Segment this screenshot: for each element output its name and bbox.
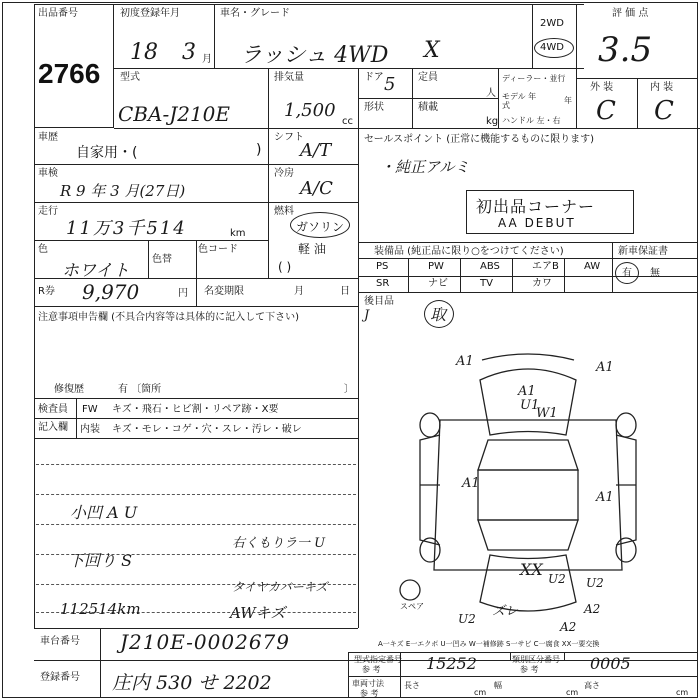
interior-row-label: 内装	[80, 424, 100, 435]
type-spec-ref: 参 考	[362, 665, 381, 674]
seat-label: 後目品	[364, 296, 394, 307]
damage-mark: A1	[456, 354, 474, 369]
equipment-item: ナビ	[428, 278, 448, 289]
fuel-label: 燃料	[274, 206, 294, 217]
equipment-grid	[358, 258, 612, 292]
damage-mark: U2	[458, 612, 476, 626]
seat-value: J	[364, 308, 370, 323]
fuel-gas-circle	[290, 212, 350, 238]
equipment-item: AW	[584, 261, 601, 272]
exterior-grade: C	[596, 96, 616, 126]
type-label: 型式	[120, 72, 140, 83]
drive-2wd: 2WD	[540, 18, 564, 29]
warranty-circle	[615, 262, 639, 284]
equipment-item: カワ	[532, 278, 552, 289]
plate-label: 登録番号	[40, 672, 80, 683]
selling-points-label: セールスポイント (正常に機能するものに限ります)	[364, 134, 595, 145]
capacity-unit: 人	[486, 88, 496, 99]
damage-mark: U2	[548, 572, 566, 586]
color-change-label: 色替	[152, 254, 172, 265]
load-unit: kg	[486, 116, 499, 127]
category-value: 0005	[590, 654, 631, 673]
damage-mark: A2	[560, 620, 577, 634]
stamp-line1: 初出品コーナー	[476, 197, 596, 216]
damage-mark: XX	[520, 560, 543, 579]
inspector-note: 右くもりラ一 U	[232, 536, 326, 551]
size-ref: 参 考	[360, 689, 379, 698]
interior-items: キズ・モレ・コゲ・穴・スレ・汚レ・破レ	[112, 424, 302, 435]
damage-mark: U2	[586, 576, 604, 590]
type-value: CBA-J210E	[118, 102, 230, 126]
fuel-light-oil: 軽 油	[298, 242, 326, 256]
ac-value: A/C	[300, 178, 333, 199]
handle-label: ハンドル 左・右	[502, 116, 561, 125]
warranty-label: 新車保証書	[618, 246, 668, 257]
seat-circle-ring	[424, 300, 454, 328]
height-unit: cm	[676, 688, 689, 697]
tax-period-month: 月	[294, 286, 304, 297]
damage-mark: A1	[596, 490, 614, 505]
fuel-paren: ( )	[278, 260, 292, 274]
inspector-label: 検査員	[38, 404, 68, 415]
fuel-gas: ガソリン	[296, 220, 345, 234]
mileage-unit: km	[230, 228, 246, 239]
rating-label: 評 価 点	[612, 8, 649, 19]
plate-value: 庄内 530 せ 2202	[112, 672, 272, 694]
stamp-line2: AA DEBUT	[498, 216, 576, 230]
first-reg-label: 初度登録年月	[120, 8, 180, 19]
type-spec-value: 15252	[426, 654, 477, 673]
category-ref: 参 考	[520, 665, 539, 674]
doors-label: ドア	[364, 72, 384, 83]
category-label: 類別区分番号	[512, 655, 560, 664]
dealer-label: ディーラー・並行	[502, 74, 566, 83]
inspector-note: タイヤカバーキズ	[232, 580, 328, 594]
first-reg-month-unit: 月	[202, 54, 212, 65]
capacity-label: 定員	[418, 72, 438, 83]
equipment-label: 装備品 (純正品に限り○をつけてください)	[374, 246, 564, 257]
first-reg-year: 18	[130, 40, 158, 65]
warranty-yes: 有	[622, 268, 632, 279]
fw-items: キズ・飛石・ヒビ割・リペア跡・X要	[112, 404, 279, 415]
inspection-label: 車検	[38, 168, 58, 179]
model-grade: X	[424, 38, 440, 63]
inspector-note: AWキズ	[230, 604, 286, 622]
color-code-label: 色コード	[198, 244, 238, 255]
chassis-label: 車台番号	[40, 636, 80, 647]
history-value: 自家用・(	[76, 145, 138, 161]
damage-mark: A1	[518, 384, 536, 399]
width-label: 幅	[494, 681, 502, 690]
displacement-value: 1,500	[284, 100, 336, 121]
tax-period-day: 日	[340, 286, 350, 297]
interior-grade: C	[654, 96, 674, 126]
entry-label: 記入欄	[38, 422, 68, 433]
repair-value: 有 〔箇所	[118, 384, 162, 395]
lot-label: 出品番号	[38, 8, 78, 19]
type-spec-label: 型式指定番号	[354, 655, 402, 664]
equipment-item: TV	[480, 278, 493, 289]
chassis-value: J210E-0002679	[120, 630, 290, 654]
width-unit: cm	[566, 688, 579, 697]
spare-label: スペア	[400, 602, 424, 611]
tax-period-label: 名変期限	[204, 286, 244, 297]
mileage-value: 11万3千514	[66, 218, 187, 239]
height-label: 高さ	[584, 681, 600, 690]
equipment-item: エアB	[532, 261, 559, 272]
rating-value: 3.5	[598, 30, 653, 70]
damage-mark: ズレ	[492, 604, 519, 619]
color-label: 色	[38, 244, 48, 255]
first-reg-month: 3	[182, 40, 196, 65]
equipment-item: PS	[376, 261, 389, 272]
equipment-item: PW	[428, 261, 444, 272]
displacement-unit: cc	[342, 116, 353, 127]
length-label: 長さ	[404, 681, 420, 690]
recycle-label: R券	[38, 286, 55, 297]
shift-value: A/T	[300, 140, 332, 161]
shape-label: 形状	[364, 102, 384, 113]
history-close: )	[256, 142, 262, 158]
damage-mark: W1	[536, 406, 558, 421]
inspector-note: 小凹 A U	[70, 503, 138, 522]
load-label: 積載	[418, 102, 438, 113]
seat-circle: 取	[430, 305, 447, 324]
warranty-no: 無	[650, 268, 660, 279]
shift-label: シフト	[274, 132, 304, 143]
drive-4wd: 4WD	[540, 42, 564, 53]
fw-label: FW	[82, 404, 98, 415]
damage-mark: A1	[462, 476, 480, 491]
yen-unit: 円	[178, 288, 188, 299]
damage-legend: A一キズ E一エクボ U一凹み W一補修跡 S一サビ C一腐食 XX一要交換	[378, 640, 600, 648]
inspector-note: 下回り S	[68, 551, 133, 570]
lot-number: 2766	[38, 58, 101, 89]
doors-value: 5	[384, 74, 396, 95]
ac-label: 冷房	[274, 168, 294, 179]
size-label: 車両寸法	[352, 679, 384, 688]
recycle-value: 9,970	[82, 280, 140, 304]
damage-mark: A1	[596, 360, 614, 375]
exterior-label: 外 装	[590, 82, 614, 93]
color-value: ホワイト	[62, 261, 130, 281]
drive-4wd-circle	[534, 38, 574, 58]
notes-label: 注意事項申告欄 (不具合内容等は具体的に記入して下さい)	[38, 312, 299, 323]
equipment-item: ABS	[480, 261, 500, 272]
model-year-label: モデル 年式	[502, 92, 537, 110]
damage-mark: A2	[584, 602, 601, 616]
inspector-note: 112514km	[60, 600, 141, 618]
interior-label: 内 装	[650, 82, 674, 93]
model-grade-label: 車名・グレード	[220, 8, 290, 19]
repair-label: 修復歴	[54, 384, 84, 395]
inspection-value: R 9 年 3 月(27日)	[60, 182, 186, 200]
damage-mark: U1	[520, 398, 540, 413]
year-unit: 年	[564, 96, 572, 105]
displacement-label: 排気量	[274, 72, 304, 83]
equipment-item: SR	[376, 278, 390, 289]
length-unit: cm	[474, 688, 487, 697]
repair-close: 〕	[344, 384, 354, 395]
mileage-label: 走行	[38, 206, 58, 217]
history-label: 車歴	[38, 132, 58, 143]
selling-point: ・純正アルミ	[380, 158, 470, 176]
model-name: ラッシュ 4WD	[240, 43, 389, 68]
